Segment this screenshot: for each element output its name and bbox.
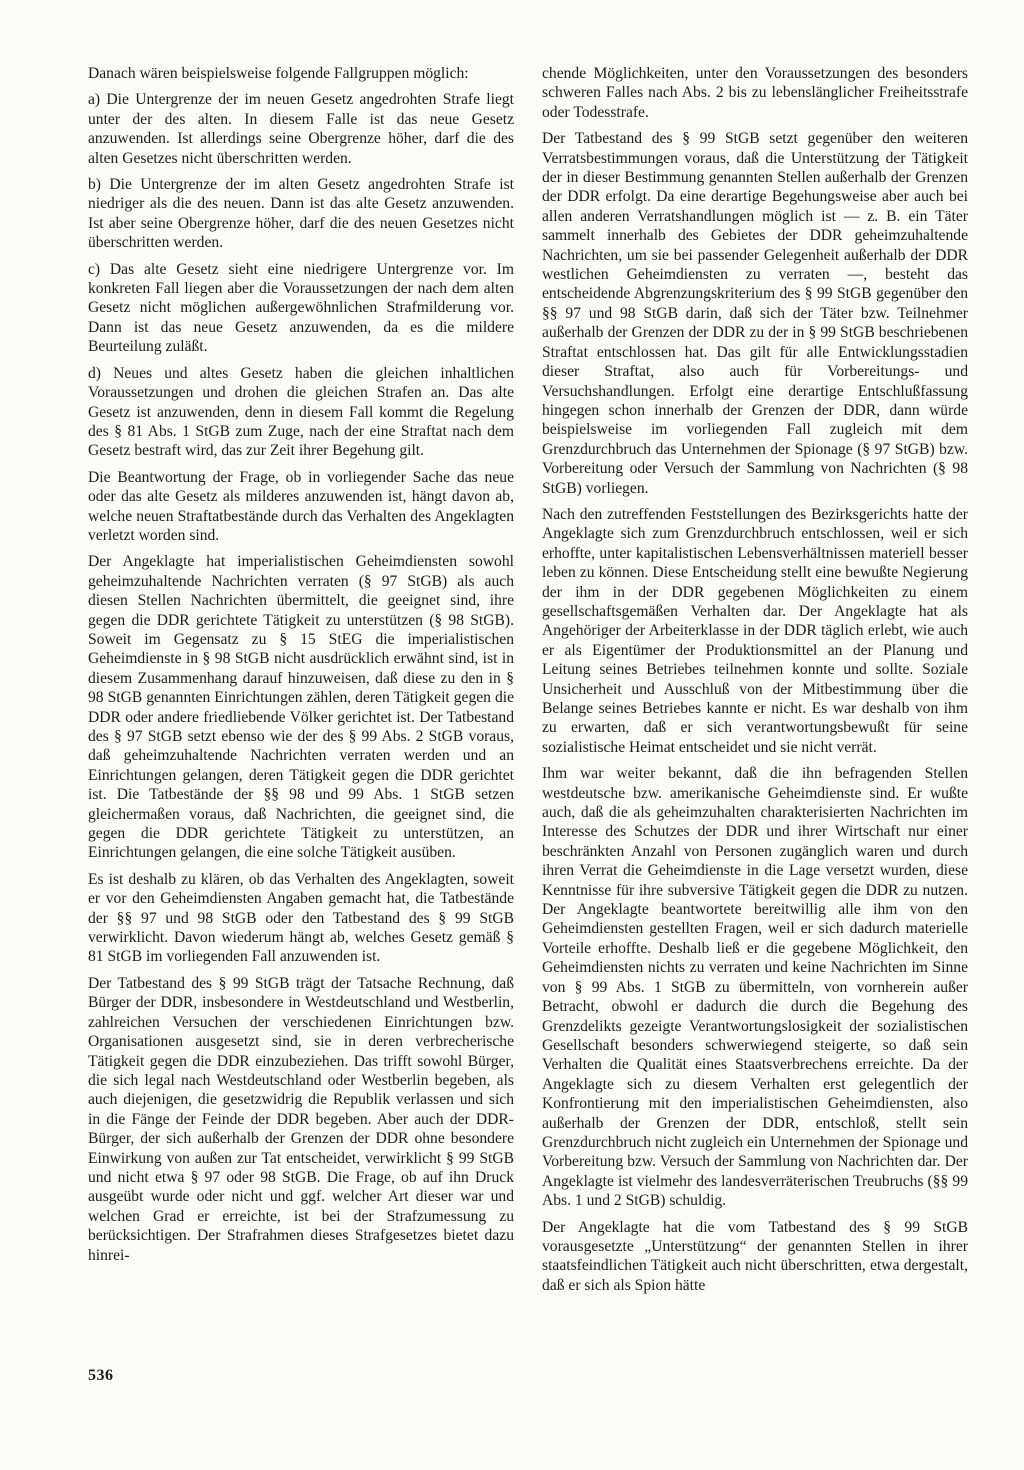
paragraph: Ihm war weiter bekannt, daß die ihn befragenden Stellen westdeutsche bzw. amerikanische Geheimdienste sind. Er wußte auch, daß die als geheimzuhalten charakterisierten Nachrichten im Interesse des Schutzes der DDR und ihrer Wirtschaft nur einer beschränkten Anzahl von Personen zugänglich waren und durch ihren Verrat die Geheimdienste in die Lage versetzt wurden, diese Kenntnisse für ihre subversive Tätigkeit gegen die DDR zu nutzen. Der Angeklagte beantwortete bereitwillig alle ihm von den Geheimdiensten gestellten Fragen, weil er sich dadurch materielle Vorteile erhoffte. Deshalb ließ er die gegebene Möglichkeit, den Geheimdiensten nichts zu verraten und keine Nachrichten im Sinne von § 99 Abs. 1 StGB zu übermitteln, von vornherein außer Betracht, obwohl er dadurch die durch die Begehung des Grenzdelikts gezeigte Verantwortungslosigkeit der sozialistischen Gesellschaft besonders schwerwiegend steigerte, so daß sein Verhalten die Qualität eines Staatsverbrechens erreichte. Da der Angeklagte sich zu diesem Verhalten erst gelegentlich der Konfrontierung mit den imperialistischen Geheimdiensten, also außerhalb der Grenzen der DDR, entschloß, stellt sein Grenzdurchbruch nicht zugleich ein Unternehmen der Spionage und Vorbereitung bzw. Versuch der Sammlung von Nachrichten dar. Der Angeklagte ist vielmehr des landesverräterischen Treubruchs (§§ 99 Abs. 1 und 2 StGB) schuldig. <box>542 765 968 1210</box>
paragraph: Es ist deshalb zu klären, ob das Verhalten des Angeklagten, soweit er vor den Geheimdiensten Angaben gemacht hat, die Tatbestände der §§ 97 und 98 StGB oder den Tatbestand des § 99 StGB verwirklicht. Davon wiederum hängt ab, welches Gesetz gemäß § 81 StGB im vorliegenden Fall anzuwenden ist. <box>88 870 514 966</box>
paragraph: Der Tatbestand des § 99 StGB setzt gegenüber den weiteren Verratsbestimmungen voraus, daß die Unterstützung der Tätigkeit der in dieser Bestimmung genannten Stellen außerhalb der Grenzen der DDR erfolgt. Da eine derartige Begehungsweise aber auch bei allen anderen Verratshandlungen möglich ist — z. B. ein Täter sammelt innerhalb des Gebietes der DDR geheimzuhaltende Nachrichten, um sie bei passender Gelegenheit außerhalb der DDR westlichen Geheimdiensten zu verraten —, besteht das entscheidende Abgrenzungskriterium des § 99 StGB gegenüber den §§ 97 und 98 StGB darin, daß sich der Täter bzw. Teilnehmer außerhalb der Grenzen der DDR zu der in § 99 StGB beschriebenen Straftat entschlossen hat. Das gilt für alle Entwicklungsstadien dieser Straftat, also auch für Vorbereitungs- und Versuchshandlungen. Erfolgt eine derartige Entschlußfassung hingegen schon innerhalb der Grenzen der DDR, dann würde beispielsweise im vorliegenden Fall zugleich mit dem Grenzdurchbruch das Unternehmen der Spionage (§ 97 StGB) bzw. Vorbereitung oder Versuch der Sammlung von Nachrichten (§ 98 StGB) vorliegen. <box>542 130 968 497</box>
paragraph: Nach den zutreffenden Feststellungen des Bezirksgerichts hatte der Angeklagte sich zum Grenzdurchbruch entschlossen, weil er sich erhoffte, unter kapitalistischen Lebensverhältnissen materiell besser leben zu können. Diese Entscheidung stellt eine bewußte Negierung der ihm in der DDR gegebenen Möglichkeiten zu einem gesellschaftsgemäßen Verhalten dar. Der Angeklagte hat als Angehöriger der Arbeiterklasse in der DDR täglich erlebt, wie auch er als Eigentümer der Produktionsmittel an der Planung und Leitung seines Betriebes teilnehmen konnte und sollte. Soziale Unsicherheit und Ausschluß von der Mitbestimmung über die Belange seines Betriebes kannte er nicht. Es war deshalb von ihm zu erwarten, daß er sich verantwortungsbewußt für seine sozialistische Heimat entscheidet und sie nicht verrät. <box>542 505 968 756</box>
left-column <box>88 64 514 1272</box>
paragraph: c) Das alte Gesetz sieht eine niedrigere Untergrenze vor. Im konkreten Fall liegen aber die Voraussetzungen der nach dem alten Gesetz nicht möglichen außergewöhnlichen Strafmilderung vor. Dann ist das neue Gesetz anzuwenden, da es die mildere Beurteilung zuläßt. <box>88 260 514 356</box>
paragraph: Der Angeklagte hat imperialistischen Geheimdiensten sowohl geheimzuhaltende Nachrichten verraten (§ 97 StGB) als auch diesen Stellen Nachrichten übermittelt, die geeignet sind, ihre gegen die DDR gerichtete Tätigkeit zu unterstützen (§ 98 StGB). Soweit im Gegensatz zu § 15 StEG die imperialistischen Geheimdienste in § 98 StGB nicht ausdrücklich erwähnt sind, ist in diesem Zusammenhang darauf hinzuweisen, daß diese zu den in § 98 StGB genannten Einrichtungen zählen, deren Tätigkeit gegen die DDR oder andere friedliebende Völker gerichtet ist. Der Tatbestand des § 97 StGB setzt ebenso wie der des § 99 Abs. 2 StGB voraus, daß geheimzuhaltende Nachrichten verraten werden und an Einrichtungen gelangen, deren Tätigkeit gegen die DDR gerichtet ist. Die Tatbestände der §§ 98 und 99 Abs. 1 StGB setzen gleichermaßen voraus, daß Nachrichten, die geeignet sind, die gegen die DDR gerichtete Tätigkeit zu unterstützen, an Einrichtungen gelangen, die eine solche Tätigkeit ausüben. <box>88 553 514 862</box>
paragraph: Danach wären beispielsweise folgende Fallgruppen möglich: <box>88 65 469 82</box>
paragraph: Der Angeklagte hat die vom Tatbestand des § 99 StGB vorausgesetzte „Unterstützung“ der genannten Stellen in ihrer staatsfeindlichen Tätigkeit auch nicht überschritten, etwa dergestalt, daß er sich als Spion hätte <box>542 1218 968 1294</box>
right-column <box>542 64 968 1302</box>
paragraph: d) Neues und altes Gesetz haben die gleichen inhaltlichen Voraussetzungen und drohen die gleichen Strafen an. Das alte Gesetz ist anzuwenden, denn in diesem Fall kommt die Regelung des § 81 Abs. 1 StGB zum Zuge, nach der eine Straftat nach dem Gesetz bestraft wird, das zur Zeit ihrer Begehung gilt. <box>88 364 514 460</box>
page-number: 536 <box>88 1367 114 1384</box>
paragraph: chende Möglichkeiten, unter den Voraussetzungen des besonders schweren Falles nach Abs. 2 bis zu lebenslänglicher Freiheitsstrafe oder Todesstrafe. <box>542 65 968 121</box>
paragraph: b) Die Untergrenze der im alten Gesetz angedrohten Strafe ist niedriger als die des neuen. Dann ist das alte Gesetz anzuwenden. Ist aber seine Obergrenze höher, darf die des neuen Gesetzes nicht überschritten werden. <box>88 176 514 252</box>
paragraph: a) Die Untergrenze der im neuen Gesetz angedrohten Strafe liegt unter der des alten. In diesem Falle ist das neue Gesetz anzuwenden. Ist allerdings seine Obergrenze höher, darf die des alten Gesetzes nicht überschritten werden. <box>88 91 514 167</box>
paragraph: Der Tatbestand des § 99 StGB trägt der Tatsache Rechnung, daß Bürger der DDR, insbesondere in Westdeutschland und Westberlin, zahlreichen Versuchen der verschiedenen Einrichtungen bzw. Organisationen ausgesetzt sind, sie in deren verbrecherische Tätigkeit gegen die DDR einzubeziehen. Das trifft sowohl Bürger, die sich legal nach Westdeutschland oder Westberlin begeben, als auch diejenigen, die gesetzwidrig die Republik verlassen und sich in die Fänge der Feinde der DDR begeben. Aber auch der DDR-Bürger, der sich außerhalb der Grenzen der DDR ohne besondere Einwirkung von außen zur Tat entscheidet, verwirklicht § 99 StGB und nicht etwa § 97 oder 98 StGB. Die Frage, ob auf ihn Druck ausgeübt wurde oder nicht und ggf. welcher Art dieser war und welchen Grad er erreichte, ist bei der Strafzumessung zu berücksichtigen. Der Strafrahmen dieses Strafgesetzes bietet dazu hinrei- <box>88 974 514 1264</box>
paragraph: Die Beantwortung der Frage, ob in vorliegender Sache das neue oder das alte Gesetz als milderes anzuwenden ist, hängt davon ab, welche neuen Straftatbestände durch das Verhalten des Angeklagten verletzt worden sind. <box>88 468 514 544</box>
